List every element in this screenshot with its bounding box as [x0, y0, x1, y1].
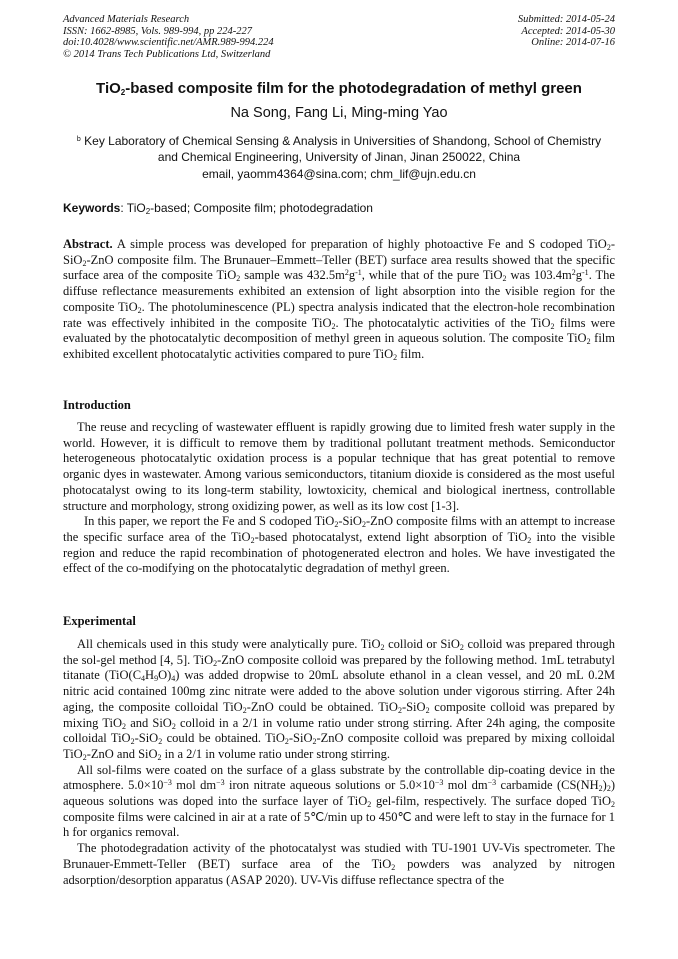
experimental-body — [63, 637, 615, 888]
exp-paragraph-1: All chemicals used in this study were analytically pure. TiO$_2$ colloid or SiO$_2$ colloid was prepared through the sol-gel method [4, 5]. TiO$_2$-ZnO composite colloid was prepared by the following method. 1mL tetrabutyl titanate $(TiO(C_4H_9O)_4)$ was added dropwise to 20mL absolute ethanol in a clean vessel, and 20 mL 0.2M nitric acid contained 100mg zinc nitrate were added to the above solution under vigorous stirring. After 24h aging, the composite colloidal TiO$_2$-ZnO could be obtained. TiO$_2$-SiO$_2$ composite colloid was prepared by mixing TiO$_2$ and SiO$_2$ colloid in a 2/1 in volume ratio under strong stirring. After 24h aging, the composite colloidal TiO$_2$-SiO$_2$ could be obtained. TiO$_2$-SiO$_2$-ZnO composite colloid was prepared by mixing colloidal TiO$_2$-ZnO and SiO$_2$ in a 2/1 in volume ratio under strong stirring. — [63, 637, 616, 762]
affiliation: $^b$ Key Laboratory of Chemical Sensing & Analysis in Universities of Shandong, School of Chemistry and Chemical Engineering, University of Jinan, Jinan 250022, China — [76, 134, 602, 164]
dates-header — [518, 14, 615, 49]
copyright: © 2014 Trans Tech Publications Ltd, Switzerland — [63, 48, 271, 60]
authors: Na Song, Fang Li, Ming-ming Yao — [230, 105, 448, 121]
intro-paragraph-2: In this paper, we report the Fe and S codoped TiO$_2$-SiO$_2$-ZnO composite films with an attempt to increase the specific surface area of the TiO$_2$-based photocatalyst, extend light absorption of TiO$_2$ into the visible region and reduce the rapid recombination of photogenerated electron and holes. We have investigated the effect of the co-modifying on the photocatalytic degradation of methyl green. — [63, 514, 615, 576]
doi: doi:10.4028/www.scientific.net/AMR.989-994.224 — [63, 37, 274, 48]
journal-header — [63, 14, 274, 60]
submitted-date: Submitted: 2014-05-24 — [517, 14, 615, 25]
abstract: Abstract. A simple process was developed for preparation of highly photoactive Fe and S codoped TiO$_2$-SiO$_2$-ZnO composite film. The Brunauer–Emmett–Teller (BET) surface area results showed that the specific surface area of the composite TiO$_2$ sample was $432.5m^2g^{-1}$, while that of the pure TiO$_2$ was $103.4m^2g^{-1}$. The diffuse reflectance measurements exhibited an extension of light absorption into the visible region for the composite TiO$_2$. The photoluminescence (PL) spectra analysis indicated that the electron-hole recombination rate was effectively inhibited in the composite TiO$_2$. The photocatalytic activities of the TiO$_2$ films were evaluated by the photocatalytic decomposition of methyl green in aqueous solution. The composite TiO$_2$ film exhibited excellent photocatalytic activities compared to pure TiO$_2$ film. — [63, 237, 616, 362]
exp-paragraph-3: The photodegradation activity of the photocatalyst was studied with TU-1901 UV-Vis spectrometer. The Brunauer-Emmett-Teller (BET) surface area of the TiO$_2$ powders was analyzed by nitrogen adsorption/desorption apparatus (ASAP 2020). UV-Vis diffuse reflectance spectra of the — [63, 841, 615, 887]
email: email, yaomm4364@sina.com; chm_lif@ujn.edu.cn — [202, 167, 476, 181]
online-date: Online: 2014-07-16 — [531, 37, 615, 48]
exp-paragraph-2: All sol-films were coated on the surface of a glass substrate by the controllable dip-coating device in the atmosphere. $5.0\times 10^{-3}$ mol $dm^{-3}$ iron nitrate aqueous solutions or $5.0\times 10^{-3}$ mol $dm^{-3}$ carbamide $(CS(NH_2)_2)$ aqueous solutions was doped into the surface layer of TiO$_2$ gel-film, respectively. The surface doped TiO$_2$ composite films were calcined in air at a rate of 5℃/min up to 450℃ and were left to stay in the furnace for 1 h for organics removal. — [63, 762, 615, 840]
introduction-heading: Introduction — [63, 398, 131, 412]
intro-paragraph-1: The reuse and recycling of wastewater effluent is rapidly growing due to limited fresh water supply in the world. However, it is difficult to remove them by traditional pollutant treatment methods. Semiconductor heterogeneous photocatalytic oxidation process is a popular technique that has great potential to remove organic dyes in wastewater. Among various semiconductors, titanium dioxide is considered as the most useful photocatalyst owing to its long-term stability, lowtoxicity, chemical and biological inertness, controllable structure and morphology, strong oxidizing power, as well as its low cost [1-3]. — [63, 420, 615, 513]
keywords: Keywords: TiO$_2$-based; Composite film; photodegradation — [63, 201, 373, 216]
issn: ISSN: 1662-8985, Vols. 989-994, pp 224-227 — [63, 25, 252, 37]
introduction-body — [63, 420, 615, 577]
journal-name: Advanced Materials Research — [63, 14, 190, 25]
accepted-date: Accepted: 2014-05-30 — [521, 25, 615, 37]
paper-title: TiO$_2$-based composite film for the photodegradation of methyl green — [96, 80, 582, 97]
experimental-heading: Experimental — [63, 614, 136, 628]
